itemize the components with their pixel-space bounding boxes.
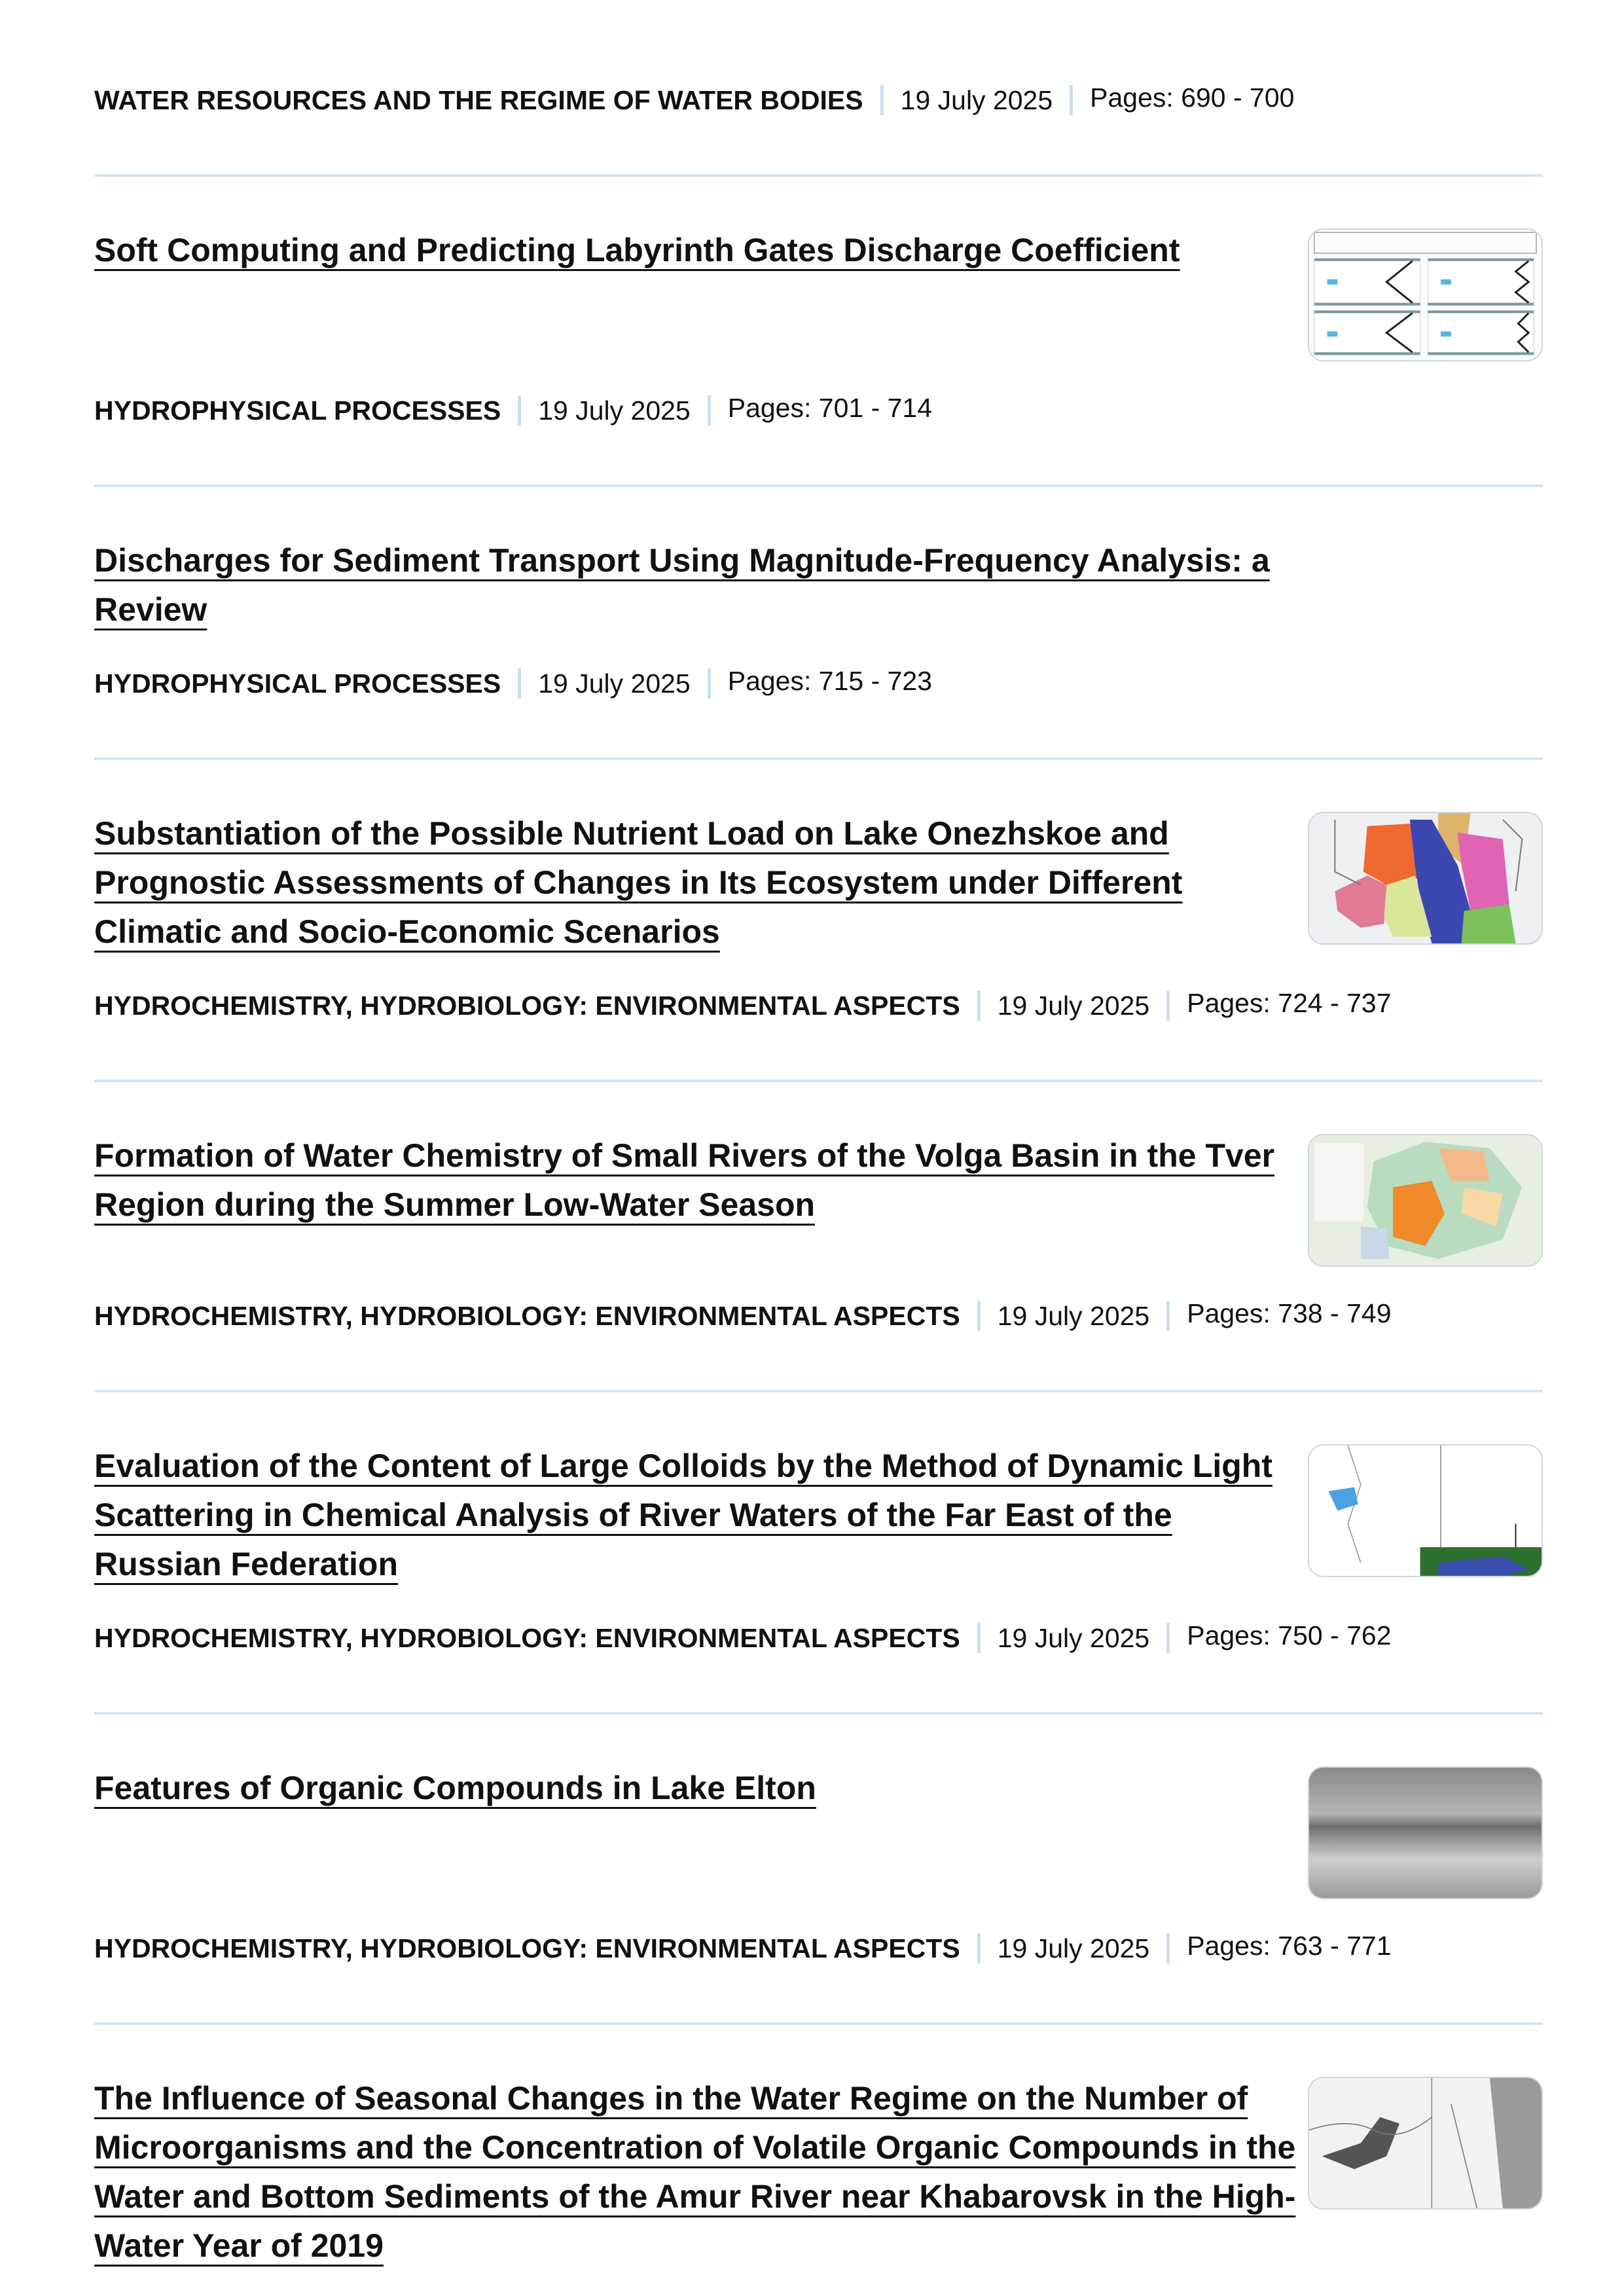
category-link[interactable]: HYDROCHEMISTRY, HYDROBIOLOGY: ENVIRONMENTAL ASPECTS bbox=[94, 1933, 960, 1963]
separator bbox=[977, 1623, 981, 1653]
separator bbox=[1070, 85, 1073, 115]
article-meta bbox=[94, 986, 1543, 1025]
article-meta bbox=[94, 1618, 1543, 1658]
separator bbox=[977, 1933, 981, 1963]
article-title bbox=[94, 2074, 1308, 2270]
page-range: Pages: 763 - 771 bbox=[1187, 1931, 1392, 1961]
article-thumbnail[interactable] bbox=[1308, 1134, 1543, 1267]
article-title bbox=[94, 536, 1318, 634]
article-title-link[interactable]: The Influence of Seasonal Changes in the Water Regime on the Number of Microorganisms and the Concentration of Volatile Organic Compounds in the Water and Bottom Sediments of the Amur River near Khabarovsk in the High-Water Year of 2019 bbox=[94, 2080, 1296, 2264]
article-meta bbox=[94, 1929, 1543, 1968]
divider bbox=[94, 174, 1543, 177]
page-range: Pages: 690 - 700 bbox=[1090, 82, 1295, 113]
separator bbox=[518, 395, 521, 426]
divider bbox=[94, 1390, 1543, 1393]
separator bbox=[977, 991, 981, 1021]
article-thumbnail[interactable] bbox=[1308, 2077, 1543, 2210]
article-title-link[interactable]: Discharges for Sediment Transport Using Magnitude-Frequency Analysis: a Review bbox=[94, 542, 1270, 628]
article-title bbox=[94, 1131, 1308, 1230]
page-range: Pages: 738 - 749 bbox=[1187, 1298, 1392, 1328]
article-meta bbox=[94, 391, 1543, 430]
article-title-link[interactable]: Formation of Water Chemistry of Small Rivers of the Volga Basin in the Tver Region during the Summer Low-Water Season bbox=[94, 1137, 1275, 1223]
divider bbox=[94, 2022, 1543, 2025]
separator bbox=[1166, 1933, 1170, 1963]
publish-date: 19 July 2025 bbox=[997, 1623, 1150, 1653]
page-range: Pages: 724 - 737 bbox=[1187, 988, 1392, 1018]
article-thumbnail[interactable] bbox=[1308, 812, 1543, 945]
article-meta bbox=[94, 1296, 1543, 1336]
article-meta bbox=[94, 664, 1543, 703]
article-item bbox=[94, 1442, 1543, 1658]
category-link[interactable]: HYDROCHEMISTRY, HYDROBIOLOGY: ENVIRONMENTAL ASPECTS bbox=[94, 991, 960, 1021]
separator bbox=[1166, 1301, 1170, 1331]
category-link[interactable]: WATER RESOURCES AND THE REGIME OF WATER BODIES bbox=[94, 85, 863, 115]
publish-date: 19 July 2025 bbox=[997, 1301, 1150, 1331]
separator bbox=[708, 395, 711, 426]
separator bbox=[880, 85, 884, 115]
separator bbox=[977, 1301, 981, 1331]
article-item bbox=[94, 536, 1543, 703]
divider bbox=[94, 1712, 1543, 1715]
article-item bbox=[94, 226, 1543, 430]
publish-date: 19 July 2025 bbox=[900, 85, 1053, 115]
article-thumbnail[interactable] bbox=[1308, 1766, 1543, 1899]
article-title-link[interactable]: Features of Organic Compounds in Lake Elton bbox=[94, 1770, 816, 1806]
article-title bbox=[94, 809, 1308, 957]
article-title-link[interactable]: Soft Computing and Predicting Labyrinth Gates Discharge Coefficient bbox=[94, 232, 1180, 268]
article-meta bbox=[94, 81, 1543, 120]
page-range: Pages: 715 - 723 bbox=[727, 666, 933, 696]
separator bbox=[518, 668, 521, 699]
article-item bbox=[94, 809, 1543, 1025]
separator bbox=[1166, 991, 1170, 1021]
publish-date: 19 July 2025 bbox=[997, 991, 1150, 1021]
publish-date: 19 July 2025 bbox=[538, 668, 691, 699]
article-thumbnail[interactable] bbox=[1308, 1444, 1543, 1577]
category-link[interactable]: HYDROPHYSICAL PROCESSES bbox=[94, 668, 501, 699]
publish-date: 19 July 2025 bbox=[538, 395, 691, 426]
article-title-link[interactable]: Substantiation of the Possible Nutrient Load on Lake Onezhskoe and Prognostic Assessments of Changes in Its Ecosystem under Different Climatic and Socio-Economic Scenarios bbox=[94, 815, 1183, 950]
page-range: Pages: 750 - 762 bbox=[1187, 1620, 1392, 1650]
category-link[interactable]: HYDROPHYSICAL PROCESSES bbox=[94, 395, 501, 426]
divider bbox=[94, 484, 1543, 487]
category-link[interactable]: HYDROCHEMISTRY, HYDROBIOLOGY: ENVIRONMENTAL ASPECTS bbox=[94, 1301, 960, 1331]
publish-date: 19 July 2025 bbox=[997, 1933, 1150, 1963]
divider bbox=[94, 757, 1543, 760]
article-title-link[interactable]: Evaluation of the Content of Large Colloids by the Method of Dynamic Light Scattering in Chemical Analysis of River Waters of the Far East of the Russian Federation bbox=[94, 1448, 1272, 1582]
article-item bbox=[94, 2074, 1543, 2270]
article-title bbox=[94, 1764, 816, 1813]
article-title bbox=[94, 226, 1180, 275]
article-title bbox=[94, 1442, 1308, 1589]
separator bbox=[708, 668, 711, 699]
category-link[interactable]: HYDROCHEMISTRY, HYDROBIOLOGY: ENVIRONMENTAL ASPECTS bbox=[94, 1623, 960, 1653]
article-thumbnail[interactable] bbox=[1308, 228, 1543, 361]
divider bbox=[94, 1080, 1543, 1082]
separator bbox=[1166, 1623, 1170, 1653]
article-item bbox=[94, 1131, 1543, 1336]
page-range: Pages: 701 - 714 bbox=[727, 393, 933, 423]
article-item bbox=[94, 1764, 1543, 1968]
